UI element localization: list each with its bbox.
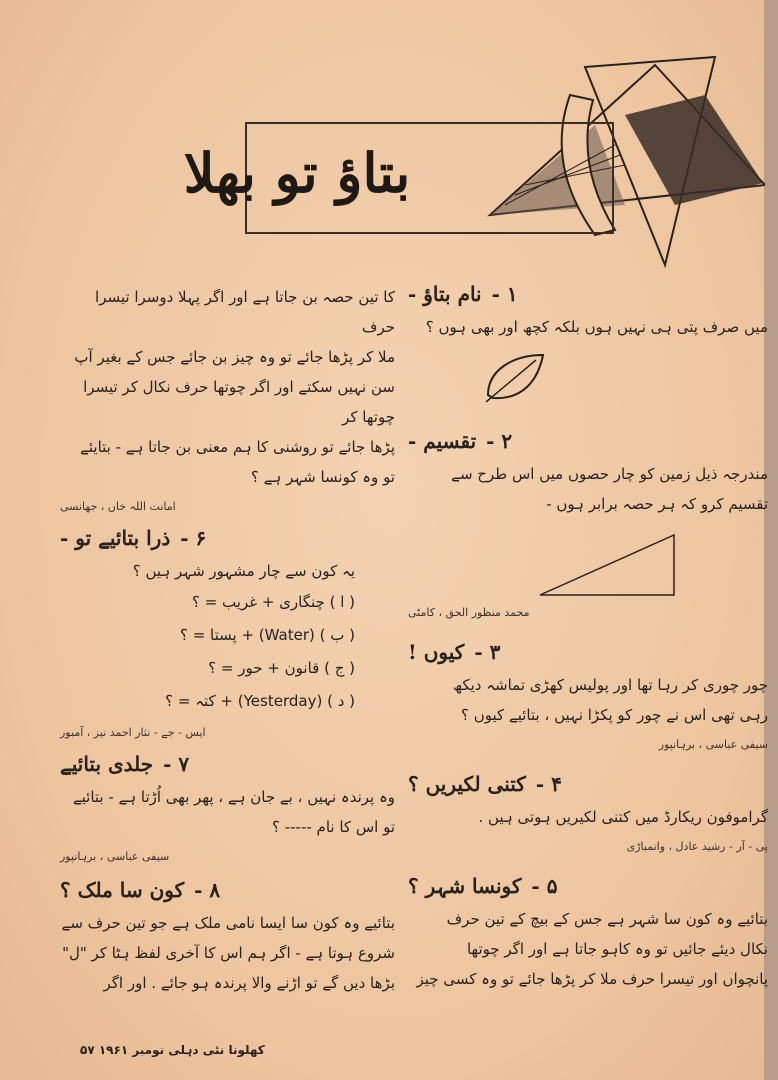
question-2: [408, 429, 768, 622]
q3-credit: سیفی عباسی ، برہانپور: [658, 738, 768, 751]
q5-number: ۵ -: [531, 874, 558, 898]
q5-credit: امانت اللہ خاں ، جھانسی: [60, 500, 176, 513]
q5-cont-text-3: سن نہیں سکتے اور اگر چوتھا حرف نکال کر تیسرا چوتھا کر: [83, 378, 395, 426]
q7-text-2: تو اس کا نام ----- ؟: [271, 818, 395, 836]
q3-number: ۳ -: [474, 640, 501, 664]
q6-intro: یہ کون سے چار مشہور شہر ہیں ؟: [132, 562, 355, 580]
q3-text-2: رہی تھی اس نے چور کو پکڑا نہیں ، بتائیے کیوں ؟: [461, 706, 768, 724]
q3-text-1: چور چوری کر رہا تھا اور پولیس کھڑی تماشہ دیکھ: [452, 676, 768, 694]
q8-number: ۸ -: [194, 878, 221, 902]
q1-number: ۱ -: [491, 282, 518, 306]
question-4: [408, 772, 768, 856]
question-8: [60, 878, 395, 998]
q2-credit: محمد منظور الحق ، کامٹی: [408, 606, 530, 619]
leaf-icon: [478, 350, 548, 405]
question-3: [408, 640, 768, 754]
q8-text-3: بڑھا دیں گے تو اڑنے والا پرندہ ہو جائے . اور اگر: [103, 974, 395, 992]
q5-cont-text-5: تو وہ کونسا شہر ہے ؟: [251, 468, 395, 486]
question-5-continued: [60, 282, 395, 516]
left-column: [60, 282, 395, 998]
q2-title: تقسیم -: [408, 429, 477, 453]
q1-title: نام بتاؤ -: [408, 282, 482, 306]
question-5: [408, 874, 768, 994]
q6-line-d: ( د ) (Yesterday) + کتہ = ؟: [165, 692, 355, 710]
q2-text-2: تقسیم کرو کہ ہر حصہ برابر ہوں -: [546, 495, 768, 513]
page-footer: کھلونا نئی دہلی نومبر ۱۹۶۱ ۵۷: [80, 1043, 265, 1057]
question-7: [60, 752, 395, 866]
q1-text: میں صرف پتی ہی نہیں ہوں بلکہ کچھ اور بھی ہوں ؟: [425, 318, 768, 336]
q6-line-a: ( ا ) چنگاری + غریب = ؟: [191, 593, 355, 611]
triangle-figure: [538, 533, 678, 598]
q3-title: کیوں !: [408, 640, 465, 664]
q6-line-b: ( ب ) (Water) + پستا = ؟: [179, 626, 355, 644]
q2-number: ۲ -: [486, 429, 513, 453]
q5-cont-text-2: ملا کر پڑھا جائے تو وہ چیز بن جائے جس کے بغیر آپ: [74, 348, 395, 366]
q7-text-1: وہ پرندہ نہیں ، بے جان ہے ، پھر بھی اُڑتا ہے - بتائیے: [72, 788, 395, 806]
q8-text-2: شروع ہوتا ہے - اگر ہم اس کا آخری لفظ ہٹا کر "ل": [62, 944, 395, 962]
q2-text-1: مندرجہ ذیل زمین کو چار حصوں میں اس طرح سے: [451, 465, 768, 483]
q4-title: کتنی لکیریں ؟: [408, 772, 526, 796]
q6-line-c: ( ج ) قانون + حور = ؟: [208, 659, 355, 677]
q5-text-1: بتائیے وہ کون سا شہر ہے جس کے بیچ کے تین حرف: [446, 910, 768, 928]
q6-title: ذرا بتائیے تو -: [60, 526, 171, 550]
q5-cont-text-4: پڑھا جائے تو روشنی کا ہم معنی بن جاتا ہے - بتایئے: [80, 438, 395, 456]
q7-credit: سیفی عباسی ، برہانپور: [60, 850, 170, 863]
q5-text-2: نکال دیئے جائیں تو وہ کاہو جاتا ہے اور اگر چوتھا: [466, 940, 768, 958]
q6-credit: ایس - جے - نثار احمد نیز ، آمبور: [60, 726, 206, 739]
q7-title: جلدی بتائیے: [60, 752, 154, 776]
q5-text-3: پانچواں اور تیسرا حرف ملا کر پڑھا جائے تو وہ کسی چیز: [416, 970, 768, 988]
q7-number: ۷ -: [163, 752, 190, 776]
q5-title: کونسا شہر ؟: [408, 874, 522, 898]
q6-number: ۶ -: [180, 526, 207, 550]
q8-text-1: بتائیے وہ کون سا ایسا نامی ملک ہے جو تین حرف سے: [61, 914, 395, 932]
q4-number: ۴ -: [535, 772, 562, 796]
q8-title: کون سا ملک ؟: [60, 878, 185, 902]
q4-credit: پی - آر - رشید عادل ، وانمباڑی: [626, 840, 768, 853]
right-column: [408, 282, 768, 994]
question-1: [408, 282, 768, 405]
page-title: بتاؤ تو بھلا: [183, 141, 411, 205]
q4-text: گراموفون ریکارڈ میں کتنی لکیریں ہوتی ہیں .: [478, 808, 768, 826]
q5-cont-text-1: کا تین حصہ بن جاتا ہے اور اگر پہلا دوسرا تیسرا حرف: [95, 288, 395, 336]
question-6: [60, 526, 395, 742]
